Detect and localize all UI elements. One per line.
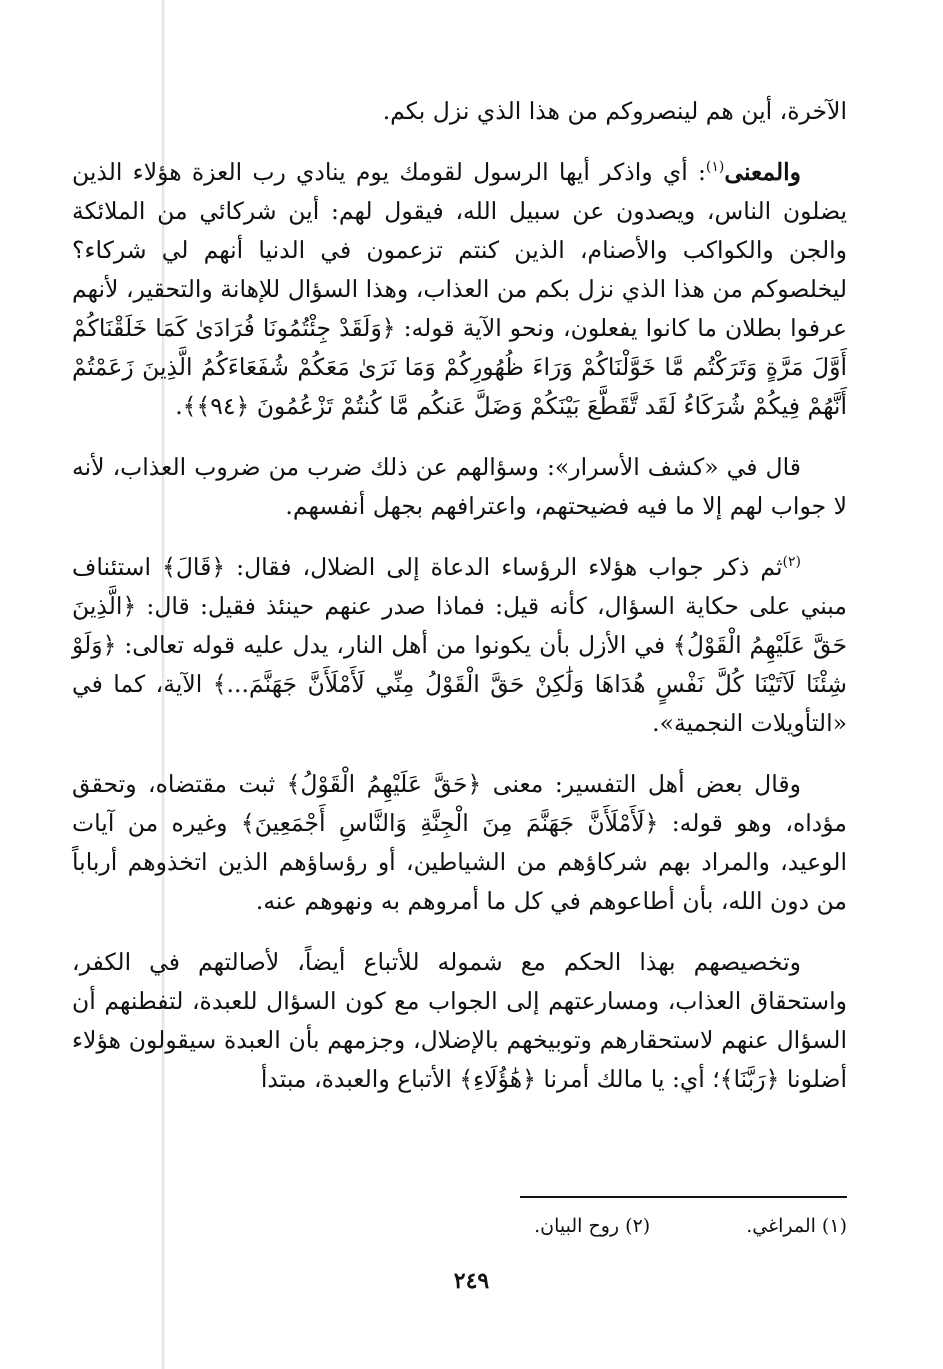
footnote-2: (٢) روح البيان. xyxy=(534,1215,651,1237)
paragraph-3 xyxy=(72,448,847,526)
paragraph-4 xyxy=(72,548,847,743)
page-number: ٢٤٩ xyxy=(453,1268,490,1294)
paragraph-1-text: الآخرة، أين هم لينصروكم من هذا الذي نزل بكم. xyxy=(382,97,847,125)
paragraph-2-lead: والمعنى xyxy=(724,158,801,186)
paragraph-3-text: قال في «كشف الأسرار»: وسؤالهم عن ذلك ضرب من ضروب العذاب، لأنه لا جواب لهم إلا ما فيه فضيحتهم، واعترافهم بجهل أنفسهم. xyxy=(72,453,847,520)
footnote-ref-2[interactable]: (٢) xyxy=(782,554,801,571)
paragraph-6 xyxy=(72,943,847,1099)
paragraph-5 xyxy=(72,765,847,921)
footnote-divider xyxy=(520,1196,847,1198)
paragraph-2 xyxy=(72,153,847,426)
paragraph-2-text: : أي واذكر أيها الرسول لقومك يوم ينادي رب العزة هؤلاء الذين يضلون الناس، ويصدون عن سبيل الله، فيقول لهم: أين شركائي من الملائكة والجن والكواكب والأصنام، الذين كنتم تزعمون في الدنيا أنهم لي شركاء؟ ليخلصوكم من هذا الذي نزل بكم من العذاب، وهذا السؤال للإهانة والتحقير، لأنهم عرفوا بطلان ما كانوا يفعلون، ونحو الآية قوله: ﴿وَلَقَدْ جِئْتُمُونَا فُرَادَىٰ كَمَا خَلَقْنَاكُمْ أَوَّلَ مَرَّةٍ وَتَرَكْتُم مَّا خَوَّلْنَاكُمْ وَرَاءَ ظُهُورِكُمْ وَمَا نَرَىٰ مَعَكُمْ شُفَعَاءَكُمُ الَّذِينَ زَعَمْتُمْ أَنَّهُمْ فِيكُمْ شُرَكَاءُ لَقَد تَّقَطَّعَ بَيْنَكُمْ وَضَلَّ عَنكُم مَّا كُنتُمْ تَزْعُمُونَ ﴿٩٤﴾﴾. xyxy=(72,158,847,420)
paragraph-5-text: وقال بعض أهل التفسير: معنى ﴿حَقَّ عَلَيْهِمُ الْقَوْلُ﴾ ثبت مقتضاه، وتحقق مؤداه، وهو قوله: ﴿لَأَمْلَأَنَّ جَهَنَّمَ مِنَ الْجِنَّةِ وَالنَّاسِ أَجْمَعِينَ﴾ وغيره من آيات الوعيد، والمراد بهم شركاؤهم من الشياطين، أو رؤساؤهم الذين اتخذوهم أرباباً من دون الله، بأن أطاعوهم في كل ما أمروهم به ونهوهم عنه. xyxy=(72,770,847,915)
paragraph-1 xyxy=(72,92,847,131)
paragraph-6-text: وتخصيصهم بهذا الحكم مع شموله للأتباع أيضاً، لأصالتهم في الكفر، واستحقاق العذاب، ومسارعتهم إلى الجواب مع كون السؤال للعبدة، لتفطنهم أن السؤال عنهم لاستحقارهم وتوبيخهم بالإضلال، وجزمهم بأن العبدة سيقولون هؤلاء أضلونا ﴿رَبَّنَا﴾؛ أي: يا مالك أمرنا ﴿هَٰؤُلَاءِ﴾ الأتباع والعبدة، مبتدأ xyxy=(72,948,847,1093)
footnote-1: (١) المراغي. xyxy=(746,1215,847,1237)
footnotes xyxy=(260,1212,847,1240)
footnote-ref-1[interactable]: (١) xyxy=(705,159,725,176)
page-body xyxy=(72,92,847,1121)
paragraph-4-text: ثم ذكر جواب هؤلاء الرؤساء الدعاة إلى الضلال، فقال: ﴿قَالَ﴾ استئناف مبني على حكاية السؤال، كأنه قيل: فماذا صدر عنهم حينئذ فقيل: قال: ﴿الَّذِينَ حَقَّ عَلَيْهِمُ الْقَوْلُ﴾ في الأزل بأن يكونوا من أهل النار، يدل عليه قوله تعالى: ﴿وَلَوْ شِئْنَا لَآتَيْنَا كُلَّ نَفْسٍ هُدَاهَا وَلَٰكِنْ حَقَّ الْقَوْلُ مِنِّي لَأَمْلَأَنَّ جَهَنَّمَ...﴾ الآية، كما في «التأويلات النجمية». xyxy=(72,553,847,737)
